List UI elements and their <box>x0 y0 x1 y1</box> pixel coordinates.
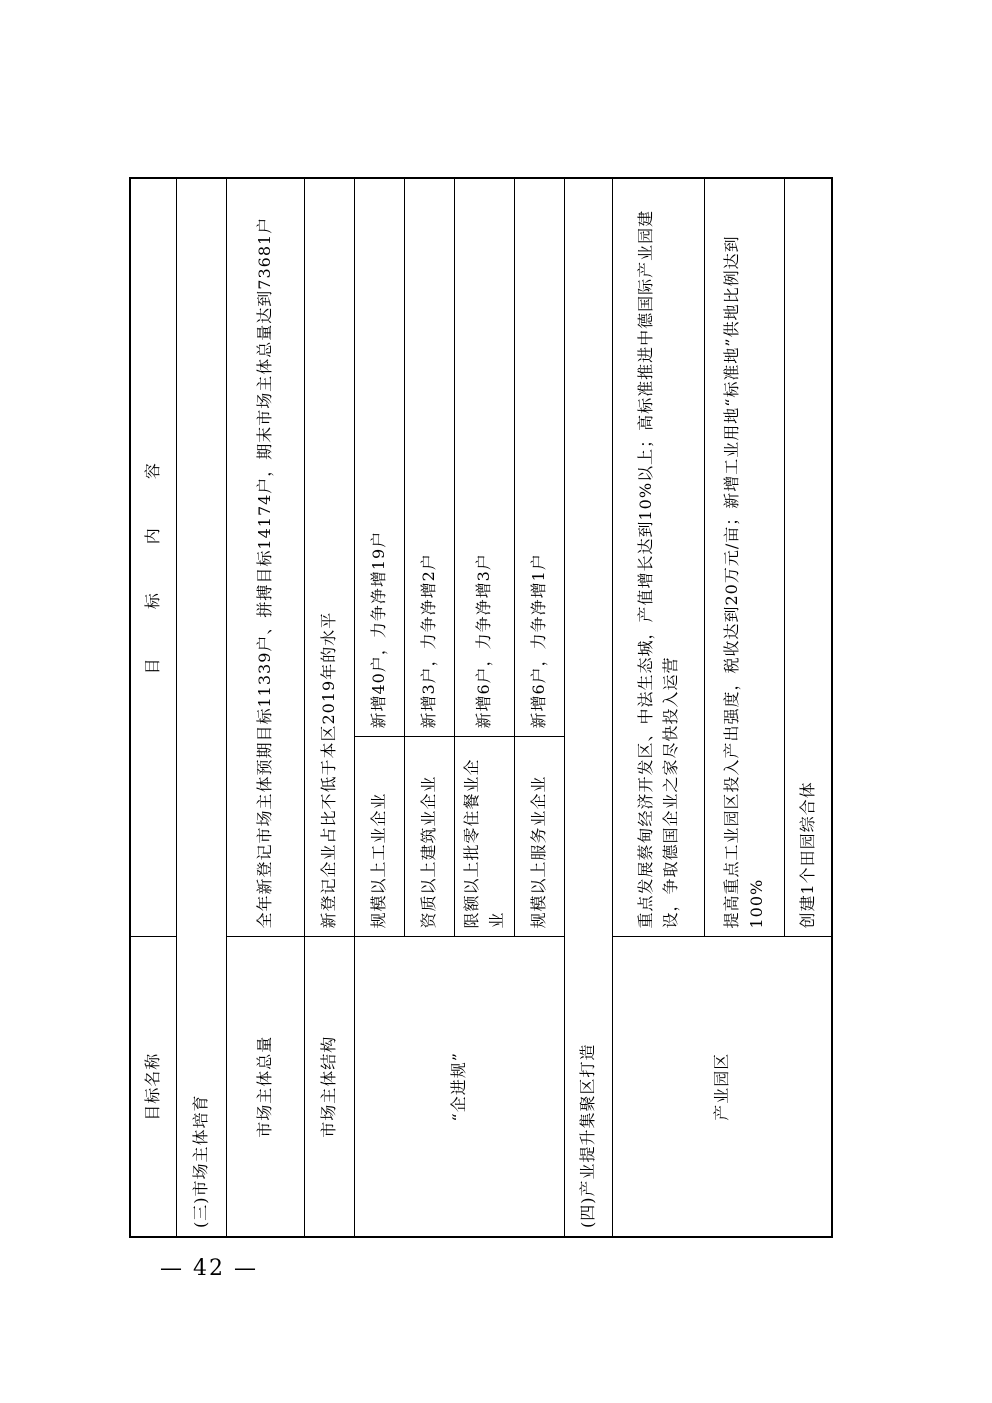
enterprise-target: 新增3户，力争净增2户 <box>404 178 454 737</box>
row-name: 市场主体总量 <box>226 937 304 1237</box>
header-content-text: 目 标 内 容 <box>143 441 163 675</box>
table-row <box>354 178 404 1237</box>
rotated-table-container <box>129 179 826 1238</box>
section-row <box>564 178 612 1237</box>
row-content: 新登记企业占比不低于本区2019年的水平 <box>304 178 354 937</box>
table-row <box>226 178 304 1237</box>
park-name: 产业园区 <box>612 937 832 1237</box>
enterprise-target: 新增6户，力争净增1户 <box>514 178 564 737</box>
enterprise-target: 新增6户，力争净增3户 <box>454 178 514 737</box>
park-item: 创建1个田园综合体 <box>784 178 832 937</box>
enterprise-type: 限额以上批零住餐业企业 <box>454 737 514 937</box>
row-content: 全年新登记市场主体预期目标11339户、拼搏目标14174户，期末市场主体总量达到73681户 <box>226 178 304 937</box>
park-item: 重点发展蔡甸经济开发区、中法生态城，产值增长达到10%以上；高标准推进中德国际产业园建设，争取德国企业之家尽快投入运营 <box>612 178 704 937</box>
header-target-name: 目标名称 <box>130 937 176 1237</box>
row-name: 市场主体结构 <box>304 937 354 1237</box>
enterprise-type: 资质以上建筑业企业 <box>404 737 454 937</box>
enterprise-type: 规模以上工业企业 <box>354 737 404 937</box>
park-item: 提高重点工业园区投入产出强度，税收达到20万元/亩；新增工业用地“标准地”供地比例达到100% <box>704 178 784 937</box>
qijingui-name: “企进规” <box>354 937 564 1237</box>
enterprise-target: 新增40户，力争净增19户 <box>354 178 404 737</box>
enterprise-type: 规模以上服务业企业 <box>514 737 564 937</box>
table-header-row <box>130 178 176 1237</box>
section-title-3: (三)市场主体培育 <box>176 178 226 1237</box>
header-target-content <box>130 178 176 937</box>
table-row <box>304 178 354 1237</box>
section-title-4: (四)产业提升集聚区打造 <box>564 178 612 1237</box>
targets-table <box>129 177 833 1238</box>
section-row <box>176 178 226 1237</box>
page-number: — 42 — <box>160 1256 258 1281</box>
table-row <box>612 178 704 1237</box>
